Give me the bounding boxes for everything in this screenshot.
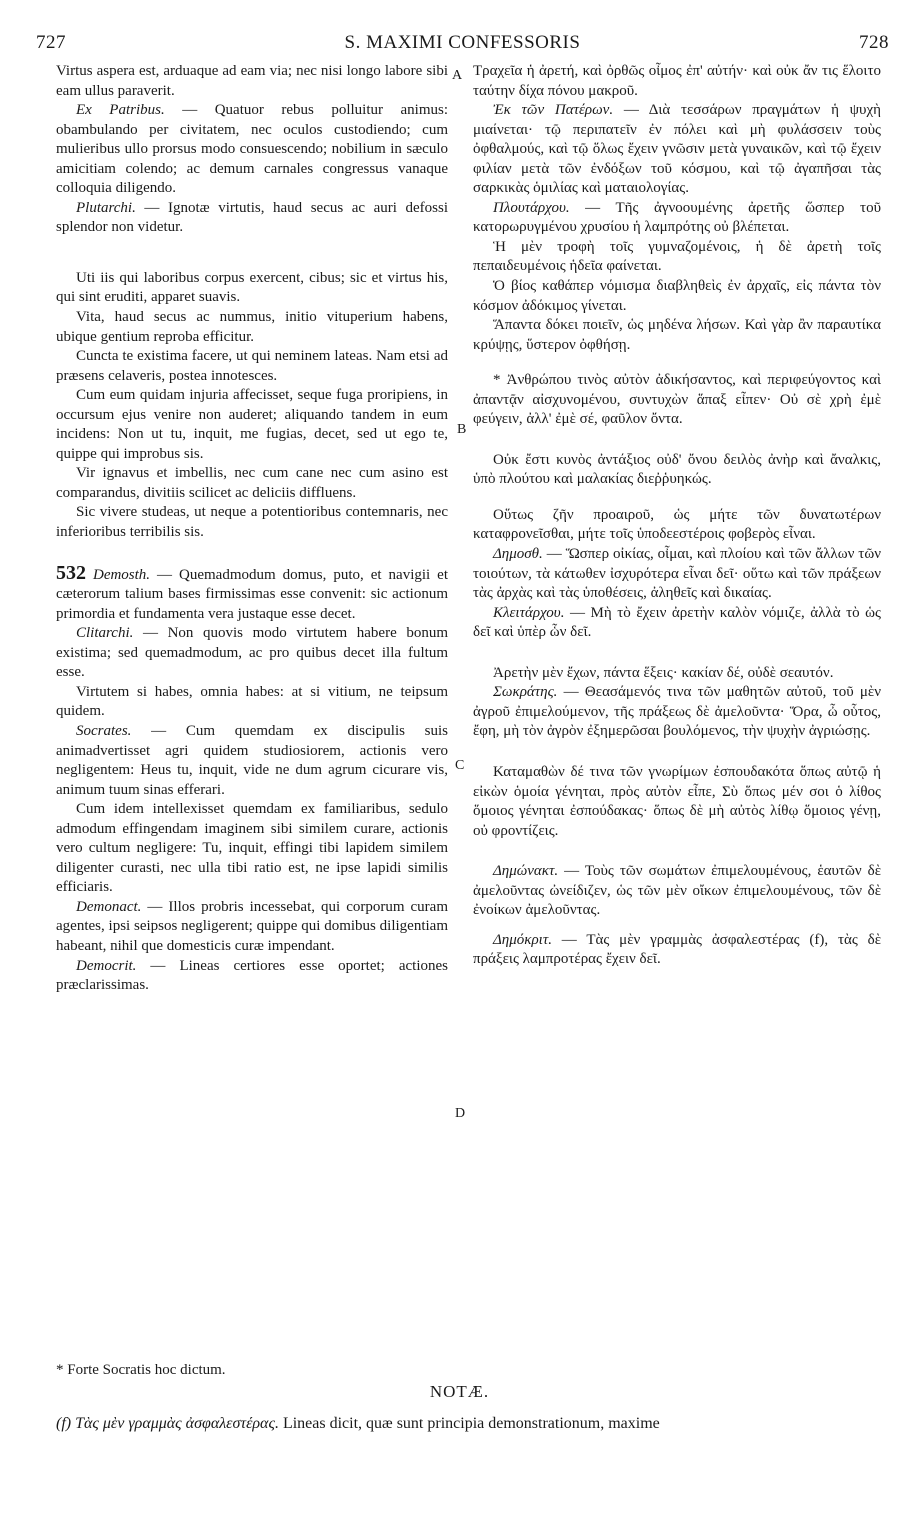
latin-paragraph xyxy=(56,199,448,238)
footnote: * Forte Socratis hoc dictum. xyxy=(56,1362,226,1378)
latin-text: — Non quovis modo virtutem habere bonum existima; sed quemadmodum, ac pro quibus decet illa fultum esse. xyxy=(56,625,448,681)
source-label: Socrates. xyxy=(76,722,132,739)
greek-paragraph: Τραχεῖα ἡ ἀρετή, καὶ ὀρθῶς οἶμος ἐπ' αὐτήν· καὶ οὐκ ἄν τις ἕλοιτο ταύτην δίχα πόνου μακροῦ. xyxy=(473,63,881,99)
latin-text: — Ignotæ virtutis, haud secus ac auri defossi splendor non videtur. xyxy=(56,199,448,236)
greek-paragraph: Ἡ μὲν τροφὴ τοῖς γυμναζομένοις, ἡ δὲ ἀρετὴ τοῖς πεπαιδευμένοις ἡδεῖα φαίνεται. xyxy=(473,238,881,275)
greek-text: — Τοὺς τῶν σωμάτων ἐπιμελουμένους, ἑαυτῶν δὲ ἀμελοῦντας ὠνείδιζεν, ὡς τῶν μὲν οἴκων ἐπιμελουμένους, τῶν δὲ ἐνοίκων ἀμελοῦντας. xyxy=(473,863,881,919)
margin-marker-a: A xyxy=(452,68,463,83)
note-mark: (f) xyxy=(56,1415,72,1432)
latin-paragraph xyxy=(56,101,448,199)
column-number: 532 xyxy=(56,561,86,584)
source-label: Demosth. xyxy=(92,566,151,583)
greek-paragraph: * Ἀνθρώπου τινὸς αὐτὸν ἀδικήσαντος, καὶ περιφεύγοντος καὶ ἀπαντᾷν αἰσχυνομένου, συντυχὼν ἅπαξ εἶπεν· Οὐ σὲ χρὴ ἐμὲ φεύγειν, ἀλλ' ἐμὲ σέ, φαῦλον ὄντα. xyxy=(473,372,881,428)
latin-paragraph: Cum eum quidam injuria affecisset, seque fuga proripiens, in occursum ejus venire non auderet; aliquando tandem in eum incidens: Non ut tu, inquit, me fugias, decet, sed ut ego te, quippe qui improbus sis. xyxy=(56,387,448,462)
greek-paragraph: Οὕτως ζῆν προαιροῦ, ὡς μήτε τῶν δυνατωτέρων καταφρονεῖσθαι, μήτε τοῖς ὑποδεεστέροις φοβερὸς εἶναι. xyxy=(473,506,881,543)
source-label: Πλουτάρχου. xyxy=(493,199,570,216)
greek-paragraph xyxy=(473,199,881,238)
note-text: Lineas dicit, quæ sunt principia demonstrationum, maxime xyxy=(278,1415,660,1432)
source-label: Δημόκριτ. xyxy=(493,931,552,948)
greek-paragraph: Οὐκ ἔστι κυνὸς ἀντάξιος οὐδ' ὄνου δειλὸς ἀνὴρ καὶ ἄναλκις, ὑπὸ πλούτου καὶ μαλακίας διεῤῥυηκώς. xyxy=(473,451,881,488)
source-label: Δημώνακτ. xyxy=(493,863,559,880)
greek-paragraph xyxy=(473,862,881,921)
note-entry xyxy=(56,1414,886,1434)
page-header xyxy=(36,32,889,58)
latin-paragraph: Sic vivere studeas, ut neque a potentioribus contemnaris, nec inferioribus terribilis sis. xyxy=(56,504,448,541)
greek-paragraph: Καταμαθὼν δέ τινα τῶν γνωρίμων ἐσπουδακότα ὅπως αὐτῷ ἡ εἰκὼν ὁμοία γένηται, πρὸς αὐτὸν εἶπε, Σὺ ὅπως μέν σοι ὁ λίθος ὅμοιος γένηται ἐσπούδακας· ὅπως δὲ μὴ αὐτὸς λίθῳ ὅμοιος γένῃ, οὐ φροντίζεις. xyxy=(473,763,881,839)
latin-text: — Illos probris incessebat, qui corporum curam agentes, ipsi seipsos negligerent; quippe qui domibus diligentiam habeant, nihil que domesticis curæ impendant. xyxy=(56,898,448,954)
source-label: Ἐκ τῶν Πατέρων. xyxy=(493,102,614,119)
latin-text: — Cum quemdam ex discipulis suis animadvertisset agri quidem studiosiorem, actionis vero negligentem: Heus tu, inquit, vide ne dum agrum cicurare vis, animum tuum sinas efferari. xyxy=(56,722,448,798)
greek-paragraph: Ἀρετὴν μὲν ἔχων, πάντα ἕξεις· κακίαν δέ, οὐδὲ σεαυτόν. xyxy=(493,664,834,681)
latin-paragraph: Vita, haud secus ac nummus, initio vituperium habens, ubique gentium reproba efficitur. xyxy=(56,309,448,345)
source-label: Κλειτάρχου. xyxy=(493,604,565,621)
greek-paragraph xyxy=(473,683,881,742)
greek-paragraph xyxy=(473,545,881,604)
latin-text: — Quatuor rebus polluitur animus: obambulando per civitatem, nec oculos custodiendo; cum mulieribus ullo prorsus modo consuescendo; nobilium in sæculo amicitiam colendo; ac demum carnales congressus vanaque colloquia diligendo. xyxy=(56,102,448,197)
latin-paragraph xyxy=(56,898,448,957)
source-label: Plutarchi. xyxy=(76,199,136,216)
source-label: Demonact. xyxy=(76,898,142,915)
latin-paragraph: Cum idem intellexisset quemdam ex familiaribus, sedulo admodum effingendam imaginem sibi similem curare, actionis vero cultum negligere: Tu, inquit, effingi tibi lapidem similem diligenter curasti, nec ulla tibi ratio est, ne ipse lapidi similis efficiaris. xyxy=(56,801,448,896)
greek-paragraph: Ὁ βίος καθάπερ νόμισμα διαβληθεὶς ἐν ἀρχαῖς, εἰς πάντα τὸν κόσμον ἀδόκιμος γίνεται. xyxy=(473,278,881,314)
greek-text: — Μὴ τὸ ἔχειν ἀρετὴν καλὸν νόμιζε, ἀλλὰ τὸ ὡς δεῖ καὶ ὑπὲρ ὧν δεῖ. xyxy=(473,604,881,641)
greek-paragraph xyxy=(473,931,881,970)
page-number-left: 727 xyxy=(36,32,66,53)
margin-marker-b: B xyxy=(457,422,467,437)
latin-text: — Lineas certiores esse oportet; actiones præclarissimas. xyxy=(56,957,448,994)
latin-text: — Quemadmodum domus, puto, et navigii et cæterorum talium bases firmissimas esse convenit: sic actionum primordia et fundamenta vera justaque esse decet. xyxy=(56,566,449,622)
greek-paragraph xyxy=(473,101,881,199)
note-greek: Τὰς μὲν γραμμὰς ἀσφαλεστέρας. xyxy=(75,1415,279,1432)
greek-column xyxy=(473,62,881,970)
latin-paragraph: Virtutem si habes, omnia habes: at si vitium, ne teipsum quidem. xyxy=(56,683,448,720)
greek-text: — Τῆς ἀγνοουμένης ἀρετῆς ὥσπερ τοῦ κατορωρυγμένου χρυσίου ἡ λαμπρότης οὐ βλέπεται. xyxy=(473,199,881,236)
margin-marker-c: C xyxy=(455,758,465,773)
page-number-right: 728 xyxy=(859,32,889,53)
notes-heading: NOTÆ. xyxy=(429,1382,490,1401)
source-label: Δημοσθ. xyxy=(493,546,543,563)
latin-paragraph xyxy=(56,722,448,800)
source-label: Σωκράτης. xyxy=(493,684,558,701)
latin-paragraph xyxy=(56,561,449,625)
source-label: Clitarchi. xyxy=(76,625,134,642)
greek-paragraph: Ἅπαντα δόκει ποιεῖν, ὡς μηδένα λήσων. Καὶ γὰρ ἂν παραυτίκα κρύψῃς, ὕστερον ὀφθήσῃ. xyxy=(473,317,881,353)
latin-paragraph xyxy=(56,624,448,683)
latin-paragraph: Uti iis qui laboribus corpus exercent, cibus; sic et virtus his, qui sint eruditi, apparet suavis. xyxy=(56,269,448,306)
latin-column xyxy=(56,62,448,996)
greek-paragraph xyxy=(473,604,881,643)
greek-text: — Θεασάμενός τινα τῶν μαθητῶν αὐτοῦ, τοῦ μὲν ἀγροῦ ἐπιμελούμενον, τῆς πράξεως δὲ ἀμελοῦντα· Ὅρα, ὦ οὗτος, ἔφη, μὴ τὸν ἀγρὸν ἐξημερῶσαι βουλόμενος, τὴν ψυχὴν ἀγριώσῃς. xyxy=(473,684,881,740)
latin-paragraph xyxy=(56,957,448,996)
source-label: Democrit. xyxy=(76,957,137,974)
greek-text: — Διὰ τεσσάρων πραγμάτων ἡ ψυχὴ μιαίνεται· τῷ περιπατεῖν ἐν πόλει καὶ μὴ φυλάσσειν τοὺς ὀφθαλμούς, καὶ τῷ ὅλως ἔχειν γνῶσιν μετὰ γυναικῶν, καὶ τῷ ἔχειν φιλίαν μετὰ τῶν ἐνδόξων τοῦ κόσμου, καὶ τῷ ἀγαπῆσαι τὰς σαρκικὰς ὁμιλίας καὶ ματαιολογίας. xyxy=(473,102,881,197)
latin-paragraph: Vir ignavus et imbellis, nec cum cane nec cum asino est comparandus, divitiis scilicet ac deliciis diffluens. xyxy=(56,465,448,501)
source-label: Ex Patribus. xyxy=(76,102,165,119)
latin-paragraph: Cuncta te existima facere, ut qui neminem lateas. Nam etsi ad præsens celaveris, postea innotesces. xyxy=(56,348,448,384)
running-title: S. MAXIMI CONFESSORIS xyxy=(344,32,581,53)
latin-paragraph: Virtus aspera est, arduaque ad eam via; nec nisi longo labore sibi eam ullus paraverit. xyxy=(56,63,448,99)
greek-text: — Τὰς μὲν γραμμὰς ἀσφαλεστέρας (f), τὰς δὲ πράξεις λαμπροτέρας ἔχειν δεῖ. xyxy=(473,931,881,968)
margin-marker-d: D xyxy=(455,1106,466,1121)
greek-text: — Ὥσπερ οἰκίας, οἶμαι, καὶ πλοίου καὶ τῶν ἄλλων τῶν τοιούτων, τὰ κάτωθεν ἰσχυρότερα εἶναι δεῖ· οὕτω καὶ τῶν πράξεων τὰς ἀρχὰς καὶ τὰς ὑποθέσεις, ἀληθεῖς καὶ δικαίας. xyxy=(473,546,881,602)
